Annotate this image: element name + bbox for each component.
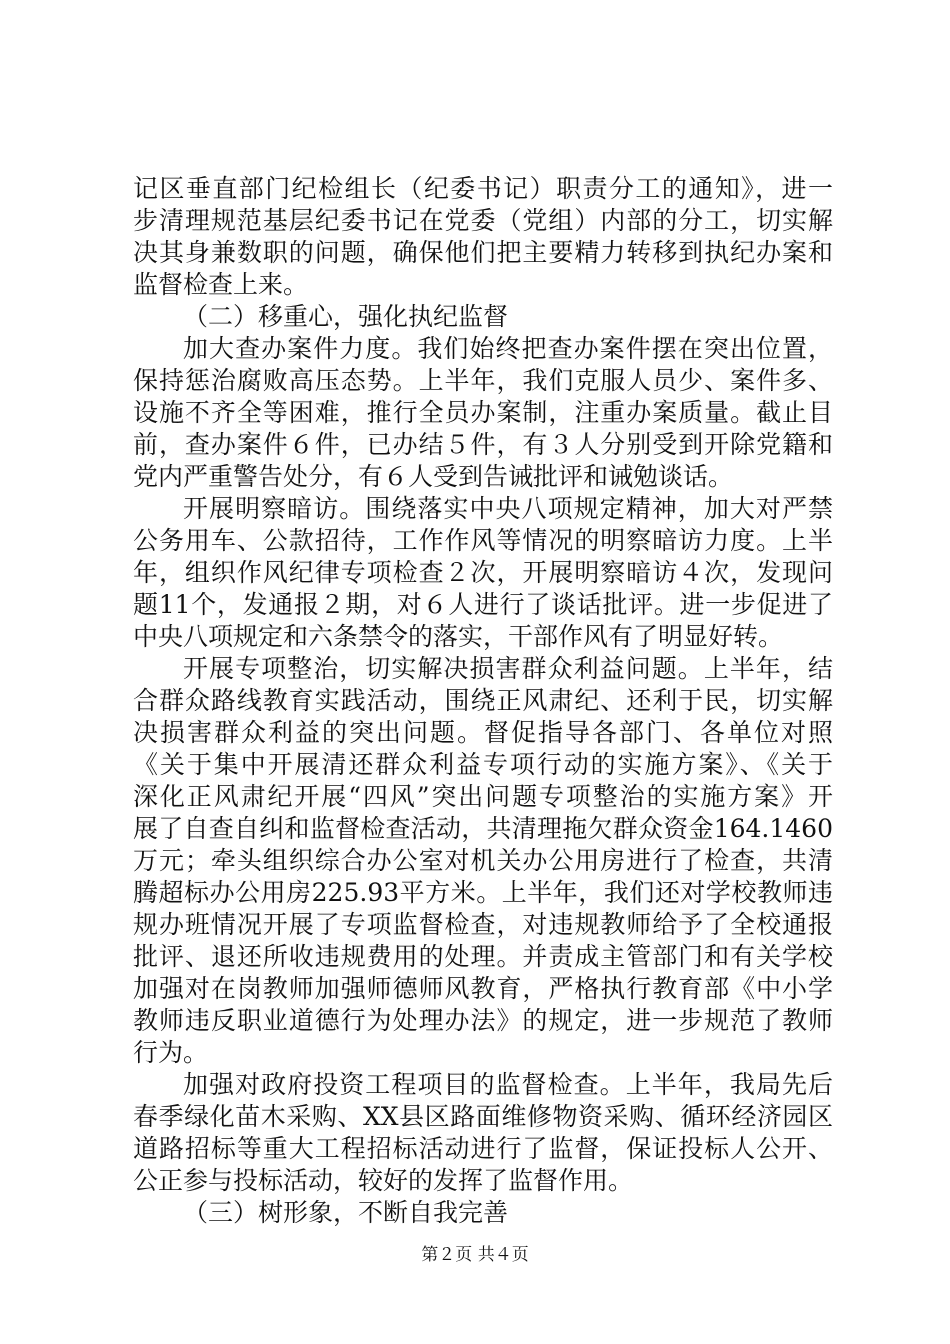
body-line: 道路招标等重大工程招标活动进行了监督，保证投标人公开、 [133,1134,833,1163]
body-line: 年，组织作风纪律专项检查２次，开展明察暗访４次，发现问 [133,558,833,587]
body-line: 合群众路线教育实践活动，围绕正风肃纪、还利于民，切实解 [133,686,833,715]
body-line: 题11个，发通报２期，对６人进行了谈话批评。进一步促进了 [133,590,833,619]
body-line: 教师违反职业道德行为处理办法》的规定，进一步规范了教师 [133,1006,833,1035]
body-line: 展了自查自纠和监督检查活动，共清理拖欠群众资金164.1460 [133,814,833,843]
section-heading: （二）移重心，强化执纪监督 [183,302,509,331]
body-line: 开展专项整治，切实解决损害群众利益问题。上半年，结 [183,654,833,683]
document-body [133,173,833,1229]
body-line: 批评、退还所收违规费用的处理。并责成主管部门和有关学校 [133,942,833,971]
body-line: 公正参与投标活动，较好的发挥了监督作用。 [133,1166,634,1195]
body-line: 规办班情况开展了专项监督检查，对违规教师给予了全校通报 [133,910,833,939]
body-line: 深化正风肃纪开展“四风”突出问题专项整治的实施方案》开 [133,782,833,811]
body-line: 前，查办案件６件，已办结５件，有３人分别受到开除党籍和 [133,430,833,459]
body-line: 加强对政府投资工程项目的监督检查。上半年，我局先后 [183,1070,833,1099]
body-line: 加大查办案件力度。我们始终把查办案件摆在突出位置， [183,334,833,363]
body-line: 保持惩治腐败高压态势。上半年，我们克服人员少、案件多、 [133,366,833,395]
body-line: 设施不齐全等困难，推行全员办案制，注重办案质量。截止目 [133,398,833,427]
section-heading: （三）树形象，不断自我完善 [183,1198,509,1227]
body-line: 万元；牵头组织综合办公室对机关办公用房进行了检查，共清 [133,846,833,875]
body-line: 中央八项规定和六条禁令的落实，干部作风有了明显好转。 [133,622,784,651]
body-line: 腾超标办公用房225.93平方米。上半年，我们还对学校教师违 [133,878,833,907]
body-line: 决其身兼数职的问题，确保他们把主要精力转移到执纪办案和 [133,238,833,267]
body-line: 公务用车、公款招待，工作作风等情况的明察暗访力度。上半 [133,526,833,555]
body-line: 记区垂直部门纪检组长（纪委书记）职责分工的通知》，进一 [133,174,833,203]
body-line: 监督检查上来。 [133,270,309,299]
body-line: 春季绿化苗木采购、XX县区路面维修物资采购、循环经济园区 [133,1102,833,1131]
body-line: 开展明察暗访。围绕落实中央八项规定精神，加大对严禁 [183,494,833,523]
body-line: 行为。 [133,1038,209,1067]
body-line: 步清理规范基层纪委书记在党委（党组）内部的分工，切实解 [133,206,833,235]
page-footer: 第２页 共４页 [421,1245,529,1265]
body-line: 党内严重警告处分，有６人受到告诫批评和诫勉谈话。 [133,462,734,491]
body-line: 《关于集中开展清还群众利益专项行动的实施方案》、《关于 [133,750,833,779]
body-line: 加强对在岗教师加强师德师风教育，严格执行教育部《中小学 [133,974,833,1003]
body-line: 决损害群众利益的突出问题。督促指导各部门、各单位对照 [133,718,833,747]
